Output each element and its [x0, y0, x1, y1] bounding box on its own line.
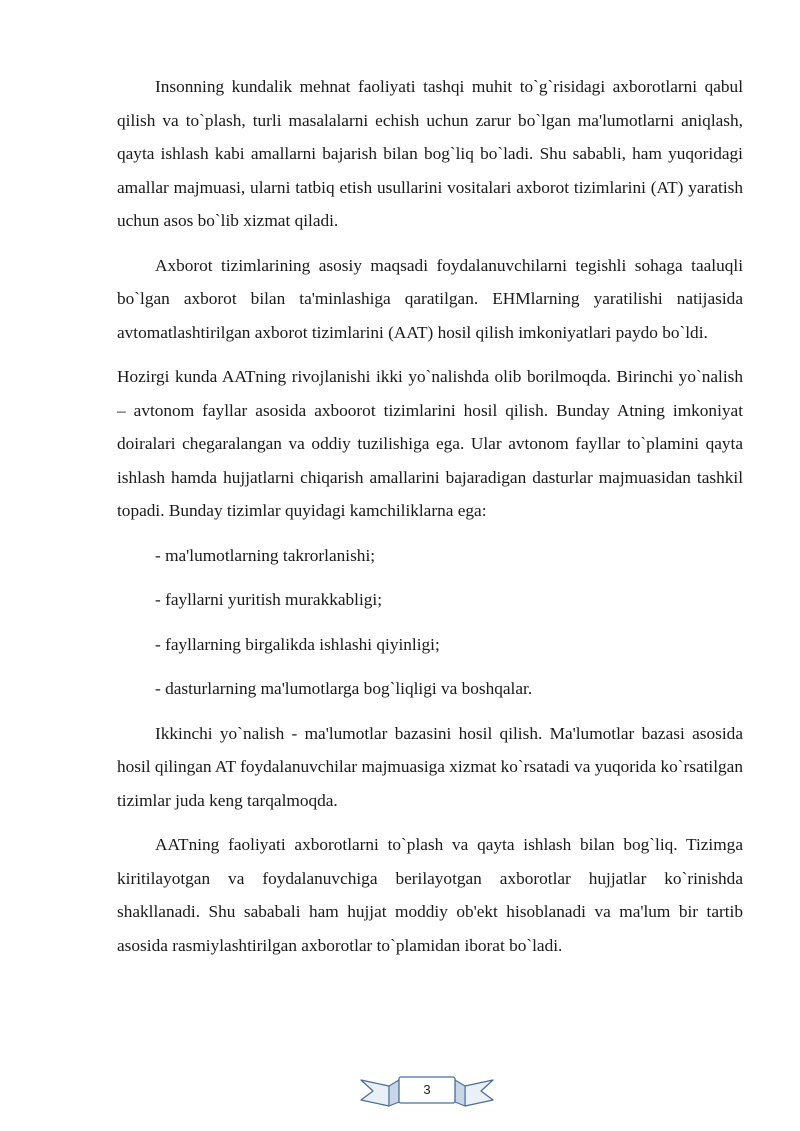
list-item: - fayllarni yuritish murakkabligi; [155, 590, 383, 609]
shortcomings-list [117, 539, 743, 706]
paragraph-purpose: Axborot tizimlarining asosiy maqsadi foydalanuvchilarni tegishli sohaga taaluqli bo`lgan axborot bilan ta'minlashiga qaratilgan. EHMlarning yaratilishi natijasida avtomatlashtirilgan axborot tizimlarini (AAT) hosil qilish imkoniyatlari paydo bo`ldi. [117, 255, 743, 342]
paragraph-second-direction: Ikkinchi yo`nalish - ma'lumotlar bazasini hosil qilish. Ma'lumotlar bazasi asosida hosil qilingan AT foydalanuvchilar majmuasiga xizmat ko`rsatadi va yuqorida ko`rsatilgan tizimlar juda keng tarqalmoqda. [117, 723, 743, 810]
paragraph-intro: Insonning kundalik mehnat faoliyati tashqi muhit to`g`risidagi axborotlarni qabul qilish va to`plash, turli masalalarni echish uchun zarur bo`lgan ma'lumotlarni aniqlash, qayta ishlash kabi amallarni bajarish bilan bog`liq bo`ladi. Shu sababli, ham yuqoridagi amallar majmuasi, ularni tatbiq etish usullarini vositalari axborot tizimlarini (AT) yaratish uchun asos bo`lib xizmat qiladi. [117, 77, 743, 230]
page-footer [359, 1072, 495, 1114]
paragraph-directions: Hozirgi kunda AATning rivojlanishi ikki yo`nalishda olib borilmoqda. Birinchi yo`nalish – avtonom fayllar asosida axboorot tizimlarini hosil qilish. Bunday Atning imkoniyat doiralari chegaralangan va oddiy tuzilishiga ega. Ular avtonom fayllar to`plamini qayta ishlash hamda hujjatlarni chiqarish amallarini bajaradigan dasturlar majmuasidan tashkil topadi. Bunday tizimlar quyidagi kamchiliklarna ega: [117, 367, 743, 520]
list-item: - fayllarning birgalikda ishlashi qiyinligi; [155, 634, 440, 654]
page-number: 3 [423, 1082, 431, 1097]
list-item: - ma'lumotlarning takrorlanishi; [155, 545, 376, 565]
list-item: - dasturlarning ma'lumotlarga bog`liqligi va boshqalar. [155, 679, 533, 698]
document-body [117, 70, 743, 962]
paragraph-aat-activity: AATning faoliyati axborotlarni to`plash va qayta ishlash bilan bog`liq. Tizimga kiritilayotgan va foydalanuvchiga berilayotgan axborotlar hujjatlar ko`rinishda shakllanadi. Shu sababali ham hujjat moddiy ob'ekt hisoblanadi va ma'lum bir tartib asosida rasmiylashtirilgan axborotlar to`plamidan iborat bo`ladi. [117, 835, 743, 955]
